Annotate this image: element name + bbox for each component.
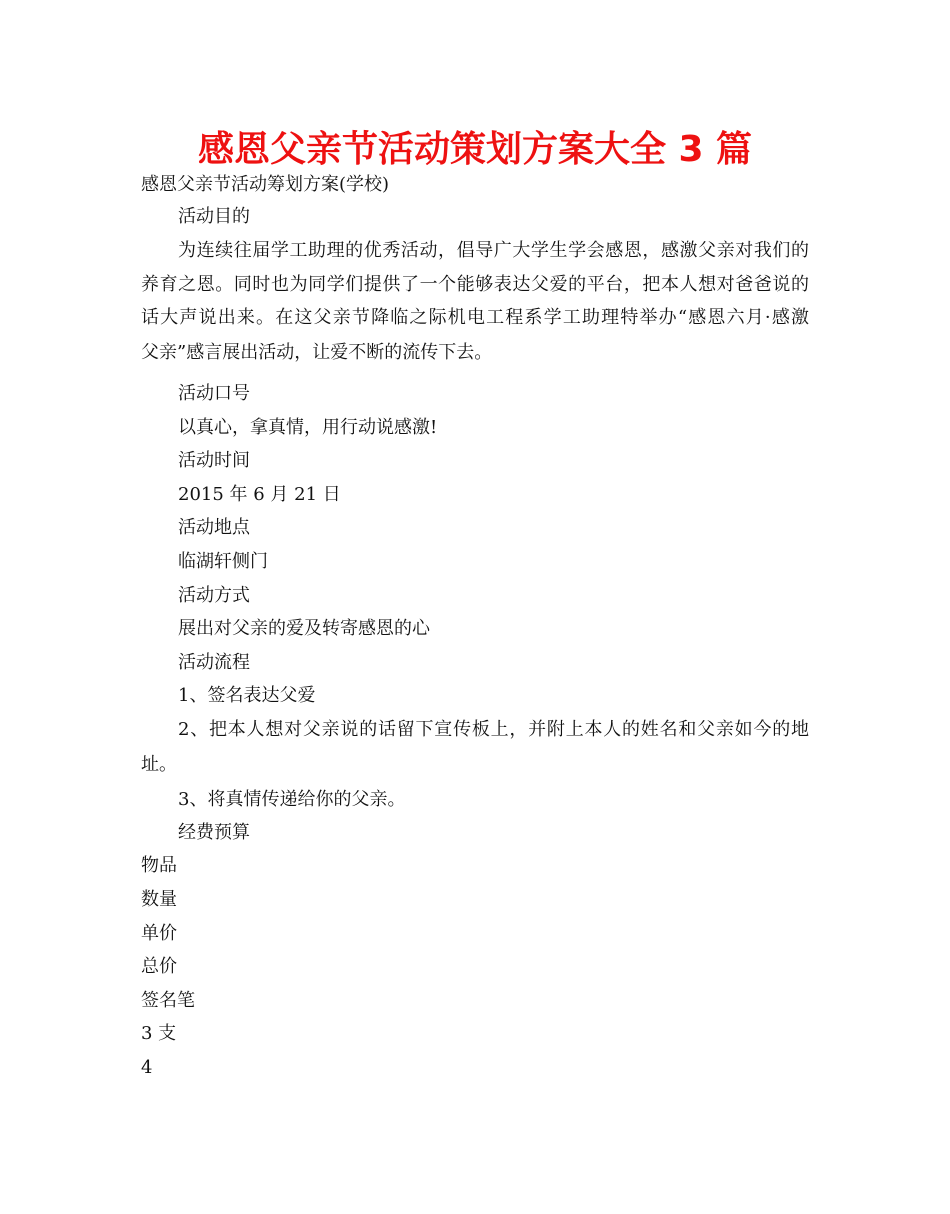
budget-row-quantity: 3 支 (141, 1023, 177, 1044)
heading-slogan: 活动口号 (178, 383, 250, 404)
method-text: 展出对父亲的爱及转寄感恩的心 (178, 618, 430, 639)
process-step-2-line-1: 2、把本人想对父亲说的话留下宣传板上，并附上本人的姓名和父亲如今的地 (178, 719, 809, 740)
purpose-line-4: 父亲”感言展出活动，让爱不断的流传下去。 (141, 342, 493, 363)
heading-process: 活动流程 (178, 652, 250, 673)
purpose-line-2: 养育之恩。同时也为同学们提供了一个能够表达父爱的平台，把本人想对爸爸说的 (141, 274, 809, 295)
place-text: 临湖轩侧门 (178, 551, 268, 572)
budget-header-quantity: 数量 (141, 889, 177, 910)
document-subtitle: 感恩父亲节活动筹划方案(学校) (141, 174, 390, 195)
process-step-1: 1、签名表达父爱 (178, 685, 316, 706)
budget-header-item: 物品 (141, 855, 177, 876)
budget-row-item: 签名笔 (141, 990, 195, 1011)
time-text: 2015 年 6 月 21 日 (178, 484, 341, 505)
heading-purpose: 活动目的 (178, 206, 250, 227)
heading-budget: 经费预算 (178, 822, 250, 843)
budget-header-total: 总价 (141, 956, 177, 977)
slogan-text: 以真心，拿真情，用行动说感激! (178, 417, 438, 438)
heading-method: 活动方式 (178, 585, 250, 606)
purpose-line-1: 为连续往届学工助理的优秀活动，倡导广大学生学会感恩，感激父亲对我们的 (178, 240, 809, 261)
process-step-3: 3、将真情传递给你的父亲。 (178, 789, 406, 810)
document-title: 感恩父亲节活动策划方案大全 3 篇 (197, 129, 753, 170)
heading-time: 活动时间 (178, 450, 250, 471)
heading-place: 活动地点 (178, 517, 250, 538)
budget-row-unit-price: 4 (141, 1057, 153, 1078)
process-step-2-line-2: 址。 (141, 754, 177, 775)
budget-header-unit-price: 单价 (141, 923, 177, 944)
purpose-line-3: 话大声说出来。在这父亲节降临之际机电工程系学工助理特举办“感恩六月·感激 (141, 307, 809, 328)
